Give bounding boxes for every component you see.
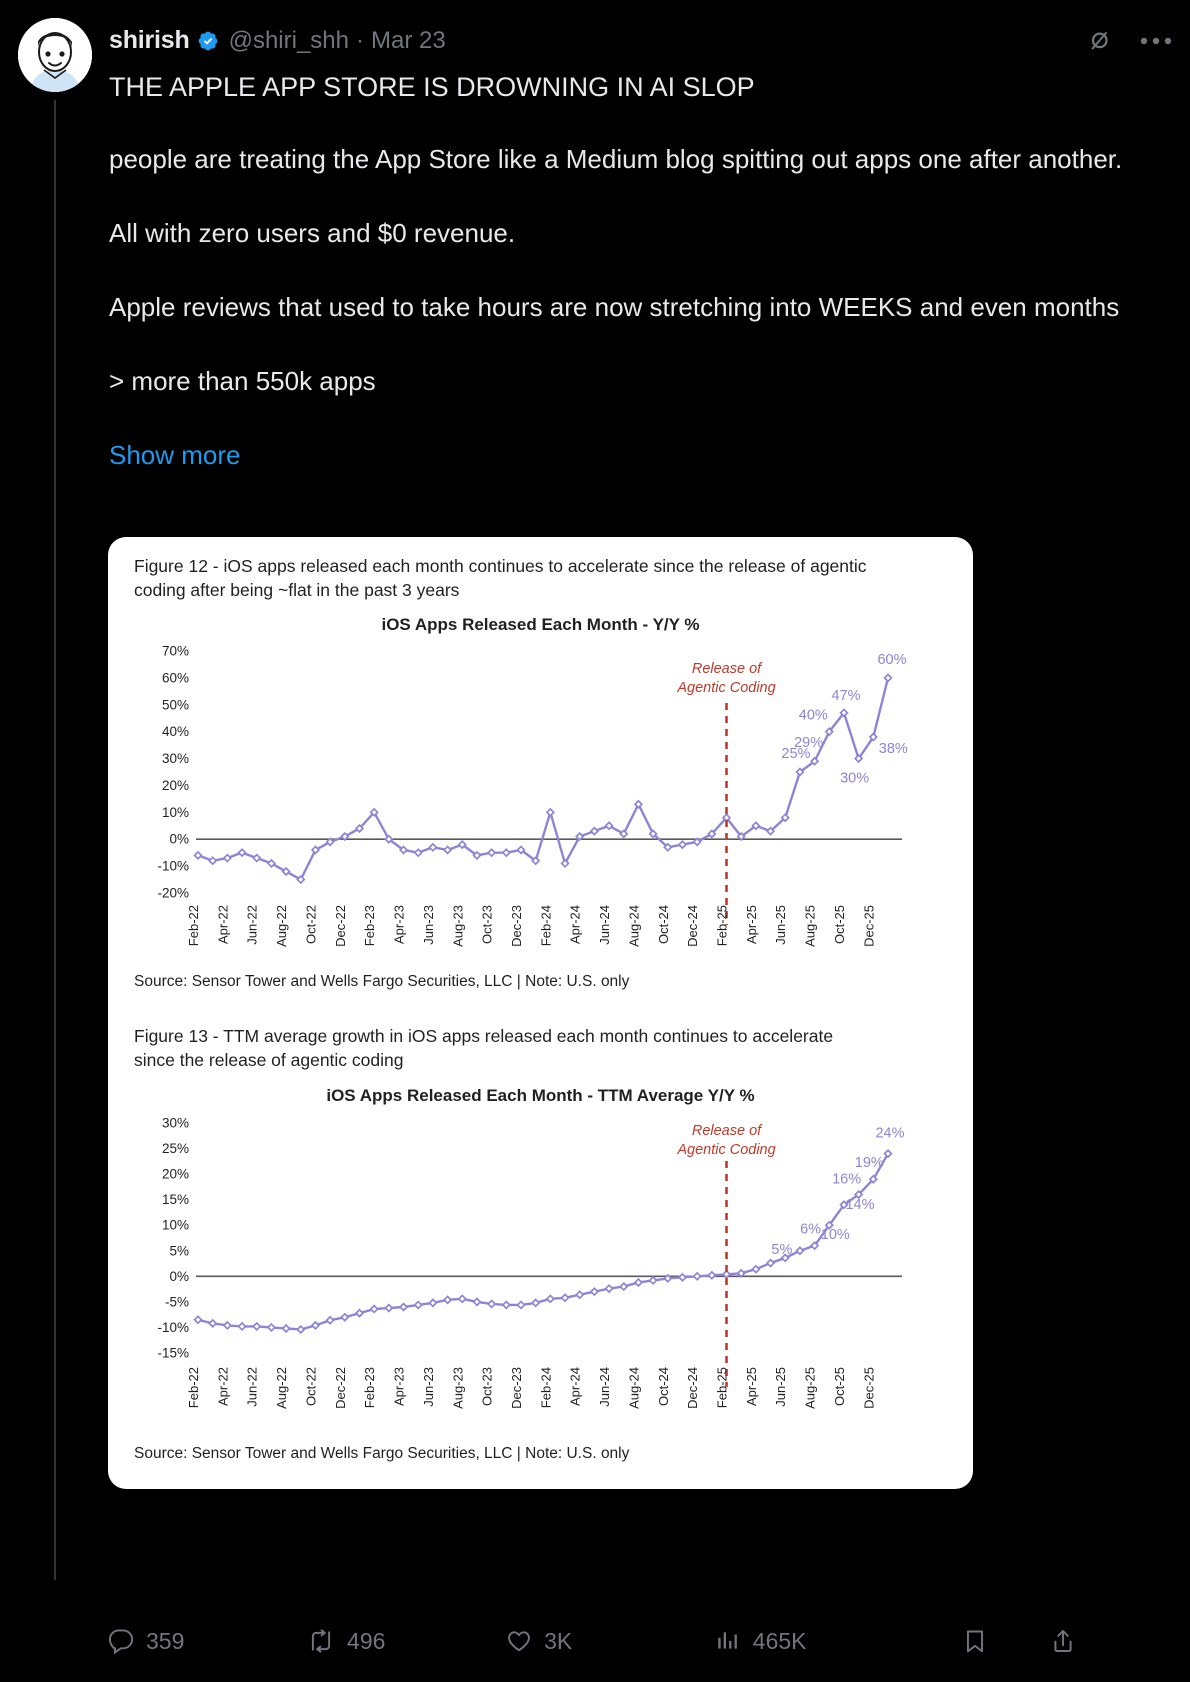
data-point-marker	[635, 1279, 642, 1286]
data-point-marker	[371, 1306, 378, 1313]
x-axis-tick-label: Dec-24	[685, 1367, 701, 1409]
x-axis-tick-label: Feb-25	[714, 1367, 730, 1409]
tweet-date[interactable]: Mar 23	[371, 26, 446, 54]
verified-badge-icon	[197, 30, 219, 52]
data-point-marker	[415, 1302, 422, 1309]
x-axis-tick-label: Jun-23	[420, 905, 436, 945]
data-point-marker	[429, 844, 436, 851]
chart-1	[108, 633, 973, 963]
x-axis-tick-label: Feb-22	[186, 905, 201, 947]
y-axis-tick-label: -5%	[164, 1294, 189, 1310]
avatar-column	[18, 18, 92, 92]
x-axis-tick-label: Dec-25	[861, 1367, 877, 1409]
x-axis-tick-label: Aug-25	[802, 905, 818, 947]
data-point-marker	[268, 1324, 275, 1331]
x-axis-tick-label: Apr-25	[743, 1367, 759, 1407]
x-axis-tick-label: Aug-23	[450, 905, 466, 947]
like-button[interactable]	[506, 1628, 715, 1655]
data-point-label: 14%	[845, 1196, 875, 1213]
retweet-count: 496	[347, 1627, 386, 1654]
y-axis-tick-label: 30%	[161, 751, 189, 767]
y-axis-tick-label: 20%	[161, 777, 189, 793]
data-point-marker	[312, 1322, 319, 1329]
data-point-marker	[547, 1295, 554, 1302]
y-axis-tick-label: 20%	[161, 1166, 189, 1182]
retweet-icon	[307, 1628, 335, 1654]
like-count: 3K	[544, 1627, 573, 1654]
data-point-marker	[195, 1316, 202, 1323]
data-point-marker	[253, 1323, 260, 1330]
x-axis-tick-label: Apr-22	[215, 1367, 231, 1407]
x-axis-tick-label: Feb-24	[538, 905, 554, 947]
figure-12-caption: Figure 12 - iOS apps released each month continues to accelerate since the release of agentic coding after being ~flat in the past 3 years	[134, 556, 867, 600]
y-axis-tick-label: 25%	[161, 1141, 189, 1157]
data-point-label: 24%	[875, 1125, 905, 1142]
data-point-marker	[518, 1302, 525, 1309]
bookmark-icon	[962, 1628, 988, 1654]
more-options-icon[interactable]	[1140, 36, 1172, 46]
chart-2-title: iOS Apps Released Each Month - TTM Average Y/Y %	[326, 1086, 755, 1105]
x-axis-tick-label: Aug-23	[450, 1367, 466, 1409]
heart-icon	[506, 1628, 532, 1654]
data-point-label: 29%	[794, 735, 824, 752]
tweet-paragraph-2: All with zero users and $0 revenue.	[109, 218, 516, 248]
data-point-marker	[562, 1294, 569, 1301]
figure-13-caption: Figure 13 - TTM average growth in iOS apps released each month continues to accelerate since the release of agentic coding	[134, 1026, 834, 1070]
data-point-marker	[444, 847, 451, 854]
x-axis-tick-label: Jun-24	[597, 1367, 613, 1407]
x-axis-tick-label: Apr-23	[391, 905, 407, 945]
views-count: 465K	[752, 1627, 807, 1654]
data-point-marker	[488, 849, 495, 856]
data-point-marker	[444, 1296, 451, 1303]
x-axis-tick-label: Oct-22	[303, 1367, 319, 1407]
chart-1-title: iOS Apps Released Each Month - Y/Y %	[381, 615, 700, 634]
engagement-bar	[108, 1613, 1108, 1669]
x-axis-tick-label: Apr-23	[391, 1367, 407, 1407]
tweet-headline: THE APPLE APP STORE IS DROWNING IN AI SLOP	[109, 72, 755, 102]
x-axis-tick-label: Dec-23	[508, 905, 524, 947]
y-axis-tick-label: 10%	[161, 1217, 189, 1233]
y-axis-tick-label: 0%	[169, 1268, 189, 1284]
x-axis-tick-label: Oct-25	[831, 1367, 847, 1407]
data-point-marker	[209, 1320, 216, 1327]
x-axis-tick-label: Oct-24	[655, 905, 671, 945]
y-axis-tick-label: 30%	[161, 1115, 189, 1131]
data-point-marker	[283, 1325, 290, 1332]
data-point-marker	[503, 849, 510, 856]
tweet-paragraph-3: Apple reviews that used to take hours are now stretching into WEEKS and even months	[109, 292, 1120, 322]
reply-button[interactable]	[108, 1628, 307, 1655]
y-axis-tick-label: -20%	[157, 885, 189, 901]
reply-count: 359	[146, 1627, 185, 1654]
data-point-marker	[224, 855, 231, 862]
x-axis-tick-label: Apr-24	[567, 905, 583, 945]
y-axis-tick-label: -15%	[157, 1345, 189, 1361]
y-axis-tick-label: 70%	[161, 643, 189, 659]
data-point-marker	[679, 841, 686, 848]
header-actions	[1084, 26, 1172, 56]
data-point-marker	[415, 849, 422, 856]
x-axis-tick-label: Oct-25	[831, 905, 847, 945]
x-axis-tick-label: Dec-24	[685, 905, 701, 947]
data-point-label: 16%	[832, 1171, 862, 1188]
data-point-marker	[752, 1266, 759, 1273]
data-point-marker	[400, 1304, 407, 1311]
data-point-marker	[327, 1317, 334, 1324]
data-point-label: 38%	[878, 741, 908, 758]
show-more-link[interactable]: Show more	[109, 440, 241, 470]
x-axis-tick-label: Dec-23	[508, 1367, 524, 1409]
data-point-marker	[547, 809, 554, 816]
tweet-header	[109, 26, 1170, 55]
grok-icon[interactable]	[1084, 26, 1114, 56]
release-marker-label: Release of	[691, 661, 762, 677]
x-axis-tick-label: Apr-25	[743, 905, 759, 945]
x-axis-tick-label: Aug-24	[626, 1367, 642, 1409]
x-axis-tick-label: Apr-22	[215, 905, 231, 945]
data-point-label: 60%	[877, 651, 907, 668]
x-axis-tick-label: Feb-23	[362, 905, 378, 947]
bookmark-button[interactable]	[962, 1628, 1049, 1654]
data-point-marker	[503, 1302, 510, 1309]
data-point-marker	[591, 828, 598, 835]
x-axis-tick-label: Oct-24	[655, 1367, 671, 1407]
data-point-marker	[576, 1291, 583, 1298]
tweet-paragraph-4: > more than 550k apps	[109, 366, 376, 396]
x-axis-tick-label: Feb-25	[714, 905, 730, 947]
y-axis-tick-label: 40%	[161, 724, 189, 740]
data-point-marker	[195, 852, 202, 859]
data-point-marker	[297, 1326, 304, 1333]
x-axis-tick-label: Jun-23	[420, 1367, 436, 1407]
data-point-marker	[209, 857, 216, 864]
data-point-marker	[356, 1310, 363, 1317]
tweet-media-card[interactable]	[108, 537, 973, 1489]
avatar[interactable]	[18, 18, 92, 92]
y-axis-tick-label: 60%	[161, 670, 189, 686]
x-axis-tick-label: Oct-23	[479, 905, 495, 945]
data-point-marker	[708, 1272, 715, 1279]
data-point-label: 5%	[771, 1241, 793, 1258]
y-axis-tick-label: -10%	[157, 1319, 189, 1335]
release-marker-label: Agentic Coding	[677, 1142, 776, 1158]
chart-2	[108, 1105, 973, 1435]
x-axis-tick-label: Dec-22	[332, 1367, 348, 1409]
data-point-marker	[459, 1295, 466, 1302]
x-axis-tick-label: Jun-22	[244, 905, 260, 945]
x-axis-tick-label: Aug-24	[626, 905, 642, 947]
data-point-marker	[224, 1322, 231, 1329]
series-line	[198, 678, 888, 880]
x-axis-tick-label: Jun-22	[244, 1367, 260, 1407]
x-axis-tick-label: Dec-22	[332, 905, 348, 947]
data-point-marker	[429, 1300, 436, 1307]
y-axis-tick-label: -10%	[157, 858, 189, 874]
data-point-marker	[767, 1260, 774, 1267]
data-point-marker	[694, 1273, 701, 1280]
figure-13-source: Source: Sensor Tower and Wells Fargo Securities, LLC | Note: U.S. only	[134, 1445, 630, 1462]
y-axis-tick-label: 15%	[161, 1192, 189, 1208]
data-point-marker	[650, 1277, 657, 1284]
data-point-marker	[474, 1298, 481, 1305]
data-point-marker	[341, 1314, 348, 1321]
x-axis-tick-label: Aug-22	[274, 1367, 290, 1409]
tweet-paragraph-1: people are treating the App Store like a Medium blog spitting out apps one after another.	[109, 144, 1123, 174]
data-point-label: 47%	[831, 687, 861, 704]
x-axis-tick-label: Feb-24	[538, 1367, 554, 1409]
y-axis-tick-label: 10%	[161, 804, 189, 820]
data-point-label: 25%	[781, 746, 811, 762]
reply-icon	[108, 1628, 134, 1654]
data-point-marker	[532, 1300, 539, 1307]
release-marker-label: Agentic Coding	[677, 680, 776, 696]
x-axis-tick-label: Oct-22	[303, 905, 319, 945]
data-point-label: 19%	[854, 1155, 884, 1172]
avatar-illustration	[18, 18, 92, 92]
data-point-marker	[885, 674, 892, 681]
data-point-marker	[385, 1305, 392, 1312]
y-axis-tick-label: 5%	[169, 1243, 189, 1259]
views-button[interactable]	[715, 1628, 963, 1655]
data-point-marker	[253, 855, 260, 862]
x-axis-tick-label: Jun-25	[773, 1367, 789, 1407]
data-point-label: 40%	[798, 707, 828, 724]
retweet-button[interactable]	[307, 1628, 506, 1655]
share-button[interactable]	[1050, 1628, 1108, 1654]
analytics-icon	[715, 1628, 741, 1654]
data-point-marker	[239, 849, 246, 856]
data-point-marker	[679, 1274, 686, 1281]
data-point-marker	[591, 1288, 598, 1295]
x-axis-tick-label: Aug-22	[274, 905, 290, 947]
data-point-marker	[488, 1301, 495, 1308]
release-marker-label: Release of	[691, 1123, 762, 1139]
data-point-marker	[620, 1283, 627, 1290]
header-separator: ·	[356, 26, 364, 54]
x-axis-tick-label: Dec-25	[861, 905, 877, 947]
x-axis-tick-label: Jun-25	[773, 905, 789, 945]
tweet-body	[109, 140, 1140, 474]
author-name[interactable]: shirish	[109, 26, 190, 54]
data-point-label: 10%	[820, 1227, 850, 1244]
x-axis-tick-label: Apr-24	[567, 1367, 583, 1407]
data-point-marker	[239, 1323, 246, 1330]
x-axis-tick-label: Oct-23	[479, 1367, 495, 1407]
thread-connector-line	[54, 100, 56, 1580]
data-point-label: 30%	[840, 770, 870, 787]
x-axis-tick-label: Jun-24	[597, 905, 613, 945]
y-axis-tick-label: 0%	[169, 831, 189, 847]
author-handle[interactable]: @shiri_shh	[228, 26, 349, 54]
share-icon	[1050, 1628, 1076, 1654]
x-axis-tick-label: Feb-22	[186, 1367, 201, 1409]
data-point-marker	[606, 1285, 613, 1292]
x-axis-tick-label: Aug-25	[802, 1367, 818, 1409]
y-axis-tick-label: 50%	[161, 697, 189, 713]
figure-12-source: Source: Sensor Tower and Wells Fargo Securities, LLC | Note: U.S. only	[134, 973, 630, 990]
data-point-label: 6%	[800, 1221, 822, 1238]
x-axis-tick-label: Feb-23	[362, 1367, 378, 1409]
